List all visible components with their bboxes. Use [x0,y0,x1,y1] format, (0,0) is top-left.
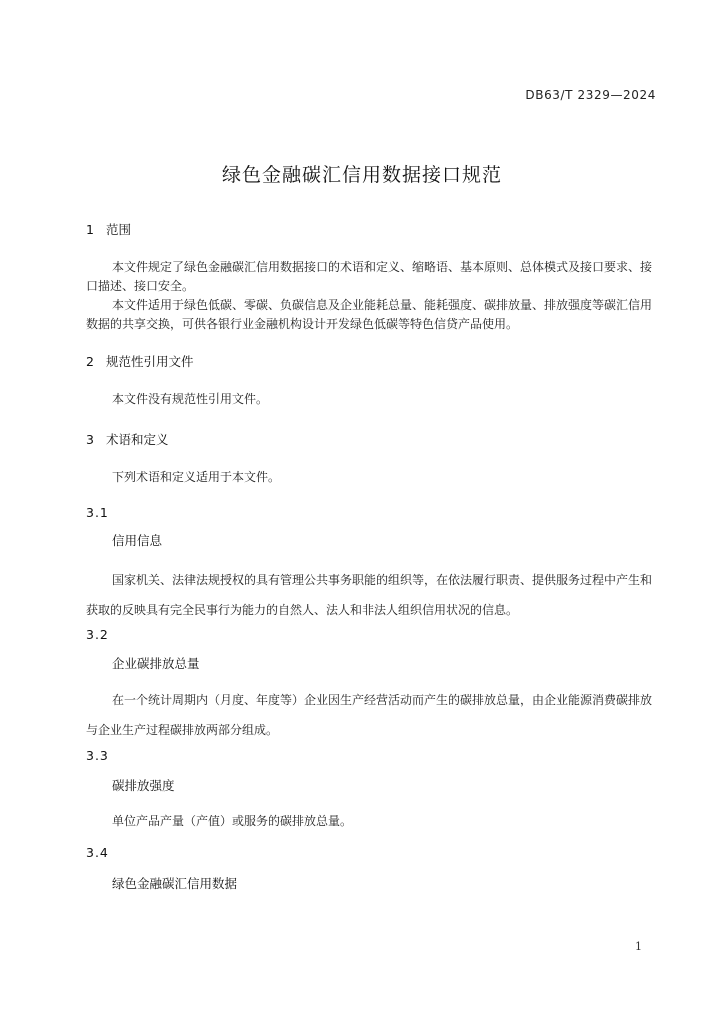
term-definition: 国家机关、法律法规授权的具有管理公共事务职能的组织等，在依法履行职责、提供服务过程中产生和获取的反映具有完全民事行为能力的自然人、法人和非法人组织信用状况的信息。 [86,573,653,617]
section-heading-terms [86,430,169,448]
term-number: 3.2 [86,627,109,642]
term-name: 信用信息 [112,533,163,548]
paragraph: 本文件规定了绿色金融碳汇信用数据接口的术语和定义、缩略语、基本原则、总体模式及接口要求、接口描述、接口安全。 [86,260,653,293]
paragraph: 本文件没有规范性引用文件。 [112,392,269,406]
term-number: 3.4 [86,845,109,860]
paragraph: 本文件适用于绿色低碳、零碳、负碳信息及企业能耗总量、能耗强度、碳排放量、排放强度等碳汇信用数据的共享交换，可供各银行业金融机构设计开发绿色低碳等特色信贷产品使用。 [86,298,653,331]
page-number: 1 [635,940,642,953]
section-title: 范围 [106,222,132,237]
section-number: 1 [86,222,94,237]
section-heading-normative-references [86,352,194,370]
term-definition: 单位产品产量（产值）或服务的碳排放总量。 [112,814,353,828]
term-name: 企业碳排放总量 [112,656,200,671]
section-heading-scope [86,220,131,238]
document-title: 绿色金融碳汇信用数据接口规范 [221,164,502,186]
term-definition: 在一个统计周期内（月度、年度等）企业因生产经营活动而产生的碳排放总量，由企业能源消费碳排放与企业生产过程碳排放两部分组成。 [86,693,653,737]
term-name: 绿色金融碳汇信用数据 [112,876,238,891]
paragraph: 下列术语和定义适用于本文件。 [112,470,281,484]
section-title: 术语和定义 [106,432,169,447]
term-name: 碳排放强度 [112,778,175,793]
term-number: 3.1 [86,505,109,520]
term-number: 3.3 [86,748,109,763]
section-number: 2 [86,354,94,369]
section-number: 3 [86,432,94,447]
standard-code: DB63/T 2329—2024 [525,88,656,102]
section-title: 规范性引用文件 [106,354,194,369]
